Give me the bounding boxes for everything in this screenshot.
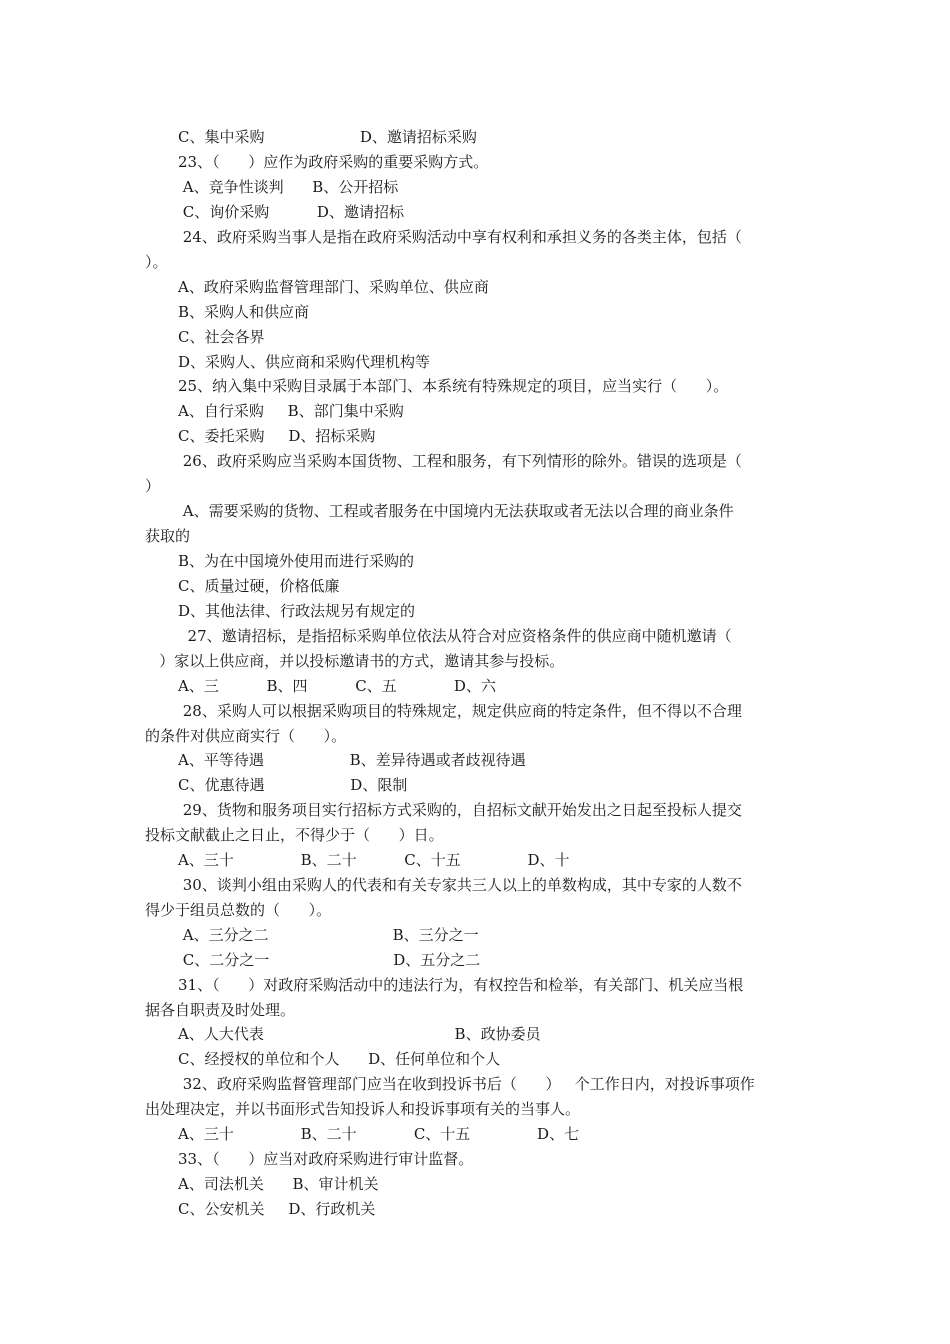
text-line: D、采购人、供应商和采购代理机构等 bbox=[178, 353, 431, 371]
text-line: ） bbox=[145, 477, 161, 495]
text-line: A、竞争性谈判 B、公开招标 bbox=[178, 178, 399, 196]
text-line: C、优惠待遇 D、限制 bbox=[178, 776, 408, 794]
text-line: A、三十 B、二十 C、十五 D、七 bbox=[178, 1125, 580, 1143]
text-line: C、委托采购 D、招标采购 bbox=[178, 427, 376, 445]
question-33: 33、（ ）应当对政府采购进行审计监督。 bbox=[178, 1150, 474, 1168]
text-line: 获取的 bbox=[145, 527, 191, 545]
question-29: 29、货物和服务项目实行招标方式采购的，自招标文献开始发出之日起至投标人提交 bbox=[178, 801, 742, 819]
text-line: ）。 bbox=[145, 253, 168, 271]
text-line: A、三 B、四 C、五 D、六 bbox=[178, 677, 496, 695]
text-line: C、经授权的单位和个人 D、任何单位和个人 bbox=[178, 1050, 501, 1068]
text-line: A、三分之二 B、三分之一 bbox=[178, 926, 479, 944]
text-line: C、质量过硬，价格低廉 bbox=[178, 577, 340, 595]
text-line: 的条件对供应商实行（ ）。 bbox=[145, 727, 347, 745]
text-line: D、其他法律、行政法规另有规定的 bbox=[178, 602, 416, 620]
question-32: 32、政府采购监督管理部门应当在收到投诉书后（ ） 个工作日内，对投诉事项作 bbox=[178, 1075, 755, 1093]
question-24: 24、政府采购当事人是指在政府采购活动中享有权利和承担义务的各类主体，包括（ bbox=[178, 228, 742, 246]
question-27: 27、邀请招标，是指招标采购单位依法从符合对应资格条件的供应商中随机邀请（ bbox=[178, 627, 732, 645]
text-line: A、需要采购的货物、工程或者服务在中国境内无法获取或者无法以合理的商业条件 bbox=[178, 502, 734, 520]
text-line: ）家以上供应商，并以投标邀请书的方式，邀请其参与投标。 bbox=[145, 652, 565, 670]
question-30: 30、谈判小组由采购人的代表和有关专家共三人以上的单数构成，其中专家的人数不 bbox=[178, 876, 742, 894]
text-line: A、三十 B、二十 C、十五 D、十 bbox=[178, 851, 570, 869]
text-line: A、平等待遇 B、差异待遇或者歧视待遇 bbox=[178, 751, 526, 769]
text-line: 投标文献截止之日止，不得少于（ ）日。 bbox=[145, 826, 444, 844]
text-line: C、集中采购 D、邀请招标采购 bbox=[178, 128, 477, 146]
question-28: 28、采购人可以根据采购项目的特殊规定，规定供应商的特定条件，但不得以不合理 bbox=[178, 702, 742, 720]
text-line: B、采购人和供应商 bbox=[178, 303, 310, 321]
text-line: C、社会各界 bbox=[178, 328, 265, 346]
text-line: 据各自职责及时处理。 bbox=[145, 1001, 296, 1019]
text-line: A、政府采购监督管理部门、采购单位、供应商 bbox=[178, 278, 489, 296]
text-line: B、为在中国境外使用而进行采购的 bbox=[178, 552, 415, 570]
text-line: A、人大代表 B、政协委员 bbox=[178, 1025, 541, 1043]
question-31: 31、（ ）对政府采购活动中的违法行为，有权控告和检举，有关部门、机关应当根 bbox=[178, 976, 744, 994]
text-line: A、司法机关 B、审计机关 bbox=[178, 1175, 379, 1193]
text-line: C、公安机关 D、行政机关 bbox=[178, 1200, 376, 1218]
text-line: 出处理决定，并以书面形式告知投诉人和投诉事项有关的当事人。 bbox=[145, 1100, 581, 1118]
text-line: 得少于组员总数的（ ）。 bbox=[145, 901, 332, 919]
question-25: 25、纳入集中采购目录属于本部门、本系统有特殊规定的项目，应当实行（ ）。 bbox=[178, 377, 729, 395]
text-line: A、自行采购 B、部门集中采购 bbox=[178, 402, 404, 420]
question-23: 23、（ ）应作为政府采购的重要采购方式。 bbox=[178, 153, 489, 171]
text-line: C、询价采购 D、邀请招标 bbox=[178, 203, 404, 221]
text-line: C、二分之一 D、五分之二 bbox=[178, 951, 481, 969]
question-26: 26、政府采购应当采购本国货物、工程和服务，有下列情形的除外。错误的选项是（ bbox=[178, 452, 742, 470]
